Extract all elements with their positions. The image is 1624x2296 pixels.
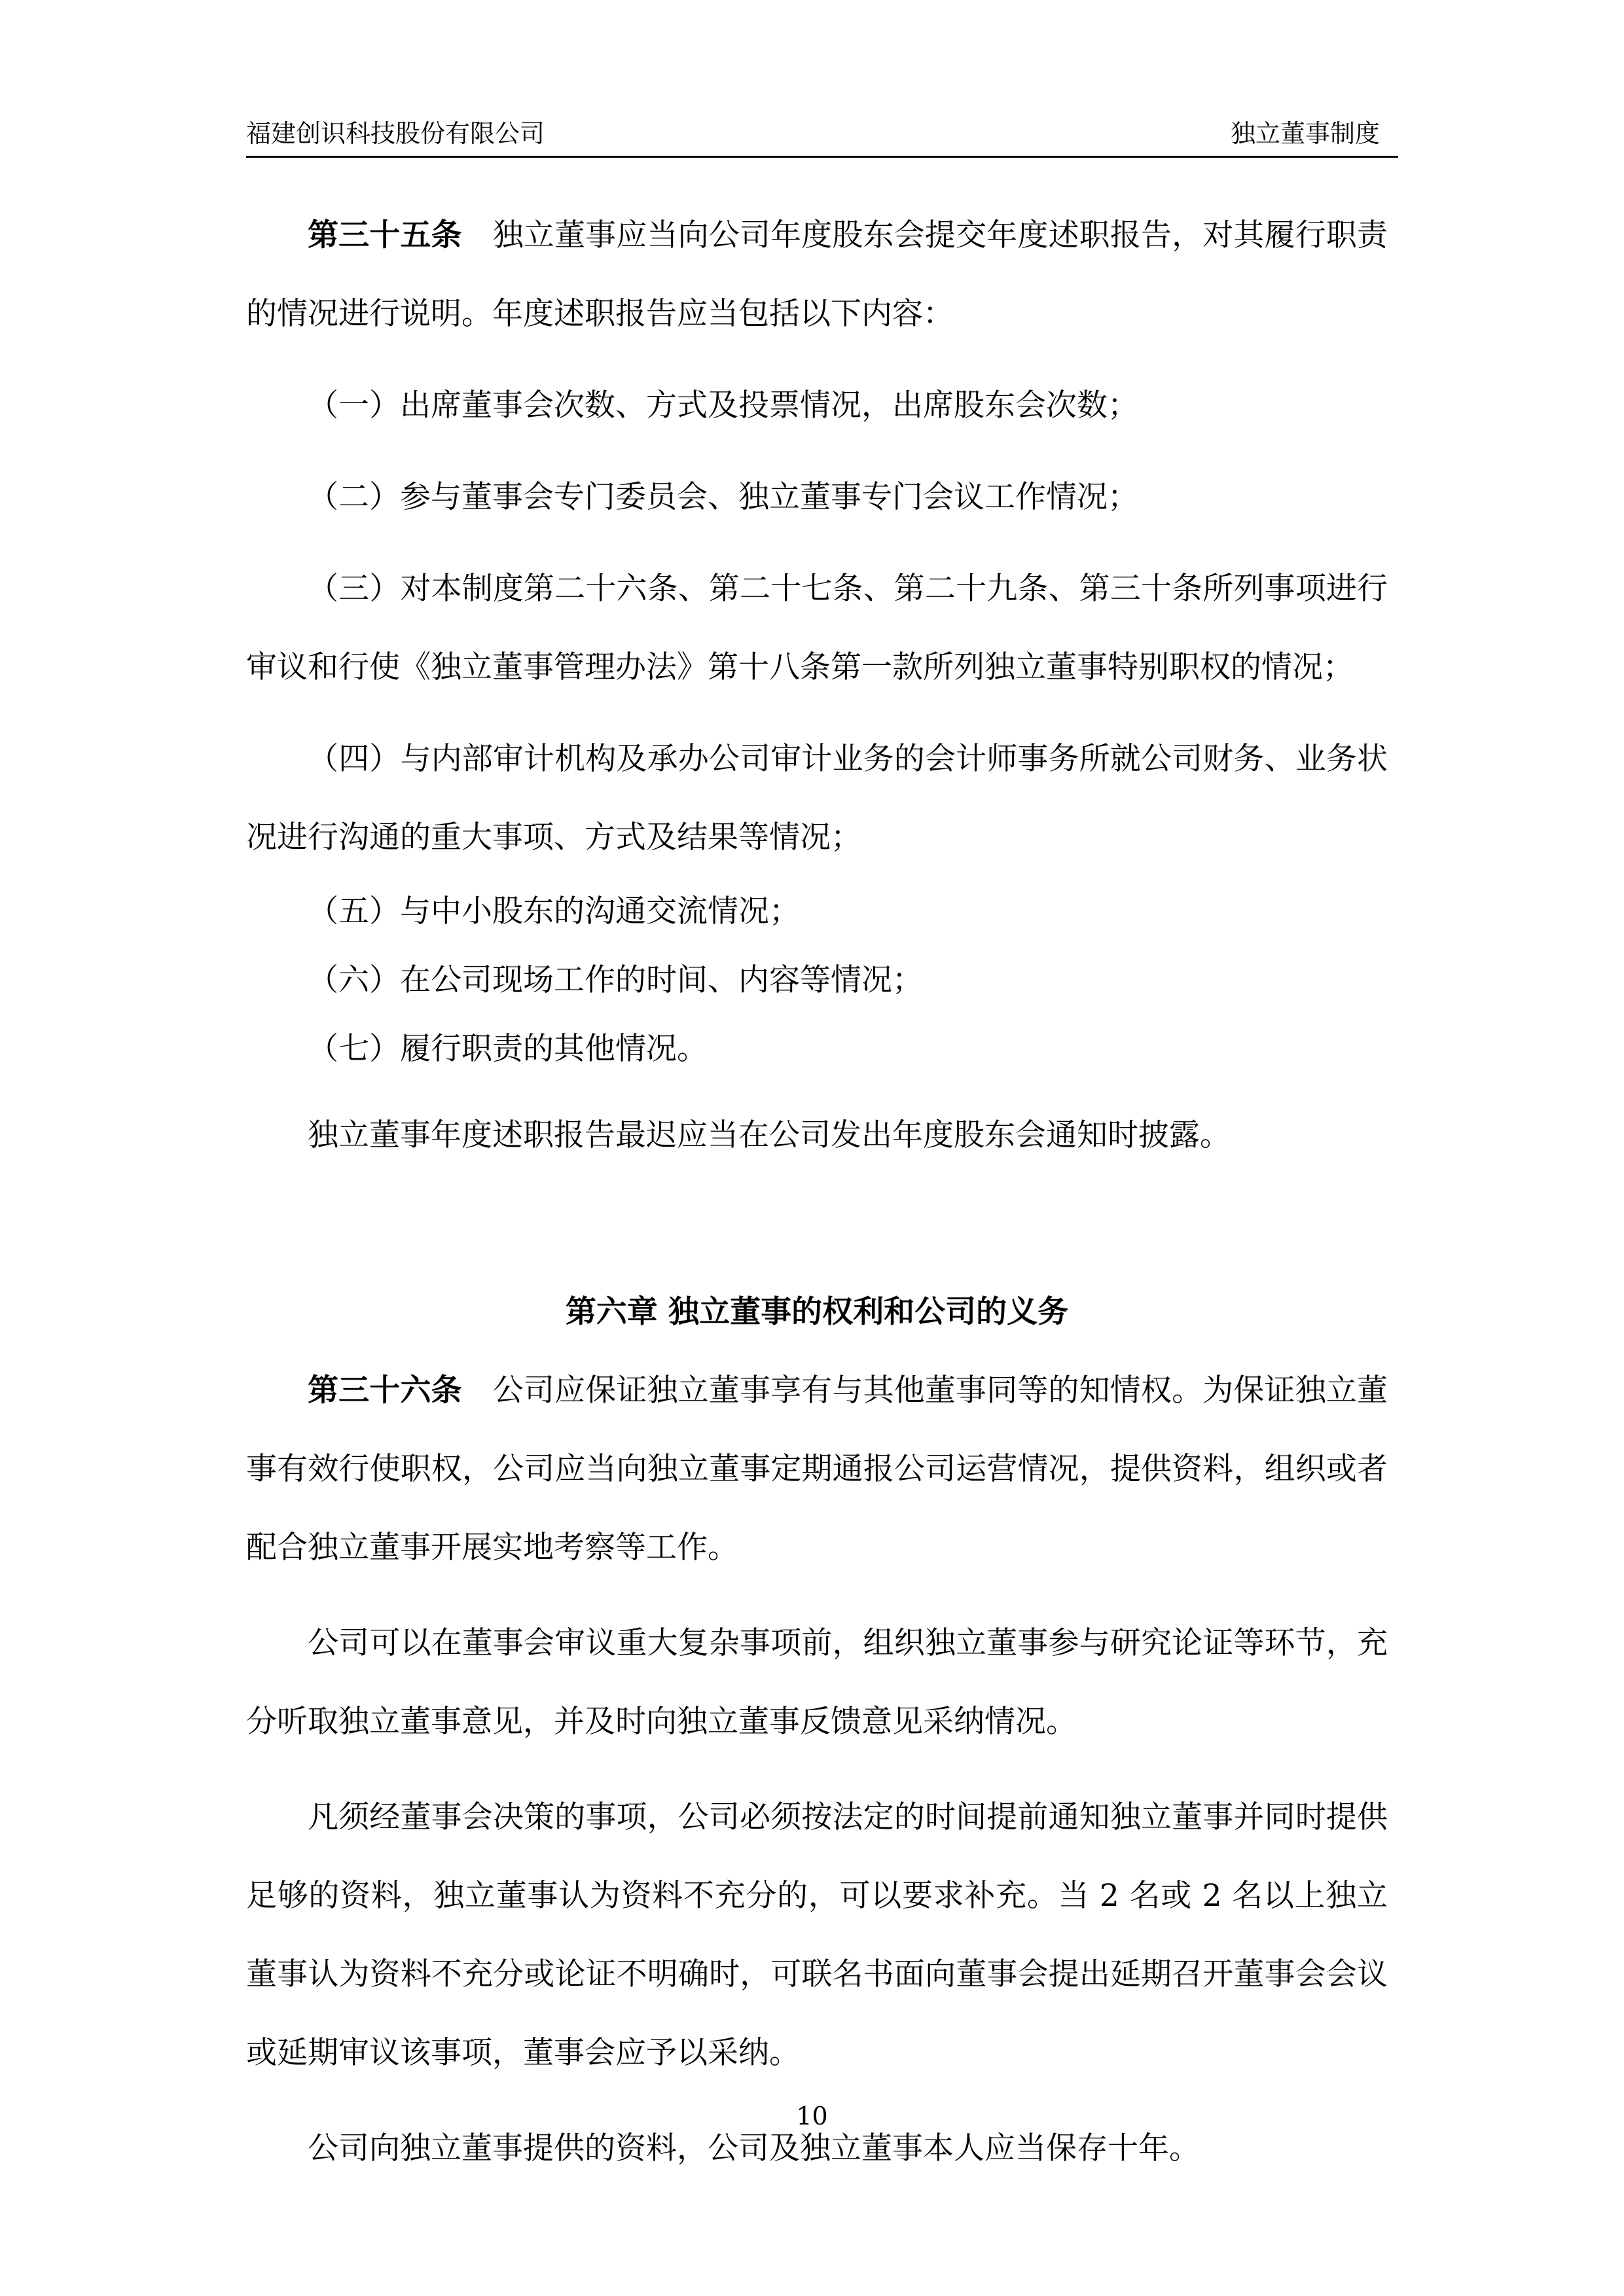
article-36-paragraph-2: 公司可以在董事会审议重大复杂事项前，组织独立董事参与研究论证等环节，充分听取独立董事意见，并及时向独立董事反馈意见采纳情况。 (246, 1625, 1388, 1740)
header-divider (246, 156, 1398, 158)
chapter-6-title: 第六章 独立董事的权利和公司的义务 (565, 1294, 1069, 1330)
article-35-closing: 独立董事年度述职报告最迟应当在公司发出年度股东会通知时披露。 (308, 1117, 1231, 1153)
article-36-number: 第三十六条 (308, 1372, 462, 1408)
article-35-number: 第三十五条 (308, 217, 462, 253)
article-36 (246, 1352, 1388, 1587)
article-35-item-5: （五）与中小股东的沟通交流情况； (308, 893, 800, 929)
article-35-item-6: （六）在公司现场工作的时间、内容等情况； (308, 962, 923, 998)
article-35-item-7: （七）履行职责的其他情况。 (308, 1031, 708, 1067)
article-35 (246, 196, 1388, 353)
page-header (246, 115, 1380, 152)
article-36-text: 公司应保证独立董事享有与其他董事同等的知情权。为保证独立董事有效行使职权，公司应当向独立董事定期通报公司运营情况，提供资料，组织或者配合独立董事开展实地考察等工作。 (246, 1372, 1388, 1566)
article-35-text: 独立董事应当向公司年度股东会提交年度述职报告，对其履行职责的情况进行说明。年度述职报告应当包括以下内容： (246, 217, 1388, 332)
header-document-title: 独立董事制度 (1230, 119, 1380, 148)
document-body (246, 196, 1388, 2188)
article-36-paragraph-3: 凡须经董事会决策的事项，公司必须按法定的时间提前通知独立董事并同时提供足够的资料，独立董事认为资料不充分的，可以要求补充。当 2 名或 2 名以上独立董事认为资料不充分或论证不明确时，可联名书面向董事会提出延期召开董事会会议或延期审议该事项，董事会应予以采纳。 (246, 1799, 1388, 2071)
header-company-name: 福建创识科技股份有限公司 (246, 119, 545, 148)
article-35-item-1: （一）出席董事会次数、方式及投票情况，出席股东会次数； (308, 387, 1138, 423)
page-number: 10 (796, 2102, 828, 2130)
article-36-paragraph-4: 公司向独立董事提供的资料，公司及独立董事本人应当保存十年。 (308, 2130, 1200, 2166)
article-35-item-2: （二）参与董事会专门委员会、独立董事专门会议工作情况； (308, 479, 1138, 515)
article-35-item-3: （三）对本制度第二十六条、第二十七条、第二十九条、第三十条所列事项进行审议和行使《独立董事管理办法》第十八条第一款所列独立董事特别职权的情况； (246, 571, 1388, 685)
article-35-item-4: （四）与内部审计机构及承办公司审计业务的会计师事务所就公司财务、业务状况进行沟通的重大事项、方式及结果等情况； (246, 741, 1388, 855)
